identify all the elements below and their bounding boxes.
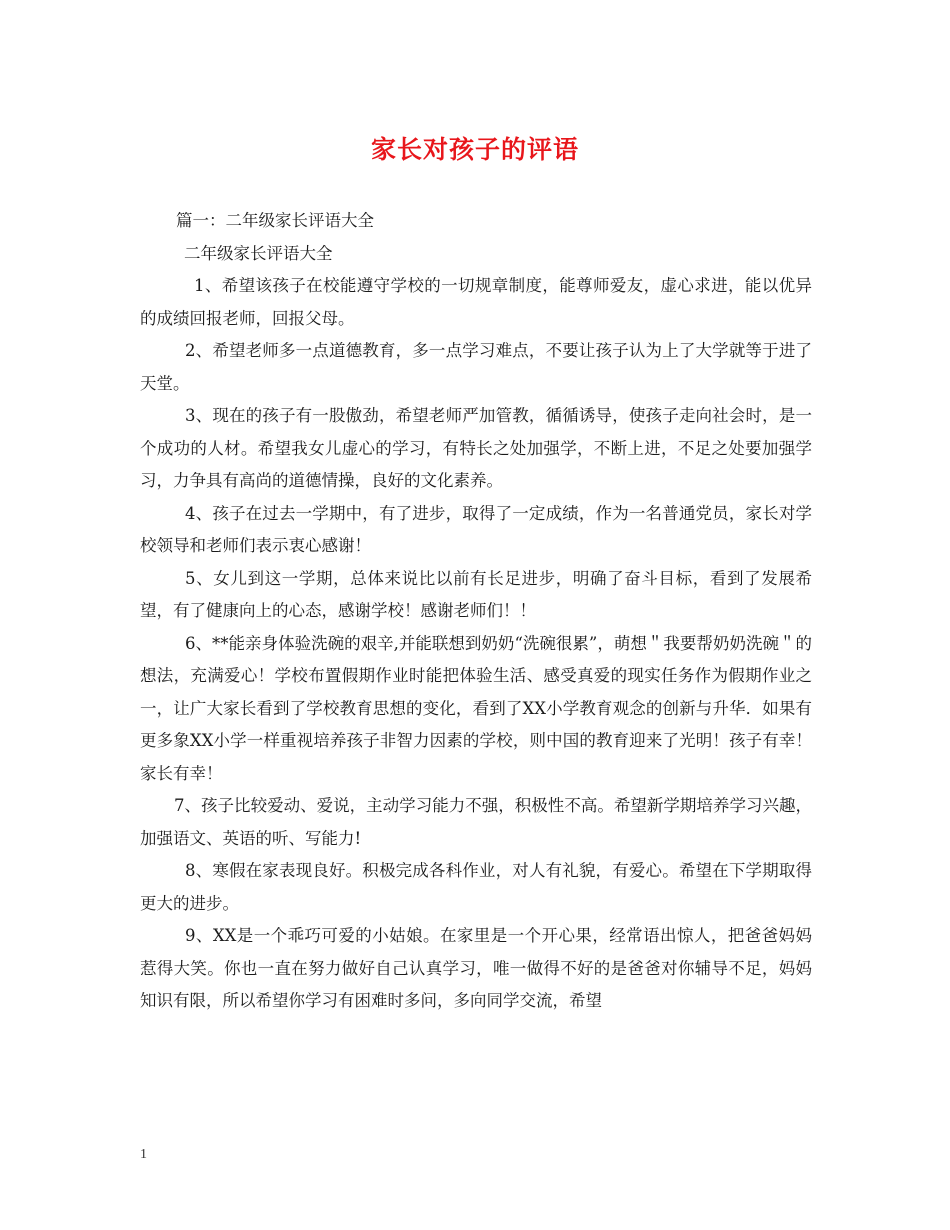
- paragraph-1: 1、希望该孩子在校能遵守学校的一切规章制度，能尊师爱友，虚心求进，能以优异的成绩回报老师，回报父母。: [140, 276, 812, 328]
- paragraph-3: 3、现在的孩子有一股傲劲，希望老师严加管教，循循诱导，使孩子走向社会时，是一个成功的人材。希望我女儿虚心的学习，有特长之处加强学，不断上进，不足之处要加强学习，力争具有高尚的道德情操，良好的文化素养。: [140, 406, 812, 490]
- paragraph-6: 6、**能亲身体验洗碗的艰辛,并能联想到奶奶“洗碗很累”，萌想＂我要帮奶奶洗碗＂的想法，充满爱心！学校布置假期作业时能把体验生活、感受真爱的现实任务作为假期作业之一，让广大家长看到了学校教育思想的变化，看到了XX小学教育观念的创新与升华．如果有更多象XX小学一样重视培养孩子非智力因素的学校，则中国的教育迎来了光明！孩子有幸！家长有幸！: [140, 633, 812, 783]
- sub-heading: 二年级家长评语大全: [184, 243, 333, 263]
- paragraph-5: 5、女儿到这一学期，总体来说比以前有长足进步，明确了奋斗目标，看到了发展希望，有了健康向上的心态，感谢学校！感谢老师们！！: [140, 568, 812, 620]
- paragraph-7: 7、孩子比较爱动、爱说，主动学习能力不强，积极性不高。希望新学期培养学习兴趣，加强语文、英语的听、写能力!: [140, 796, 812, 848]
- page-number: 1: [140, 1147, 147, 1162]
- section-heading: 篇一：二年级家长评语大全: [176, 211, 374, 230]
- paragraph-9: 9、XX是一个乖巧可爱的小姑娘。在家里是一个开心果，经常语出惊人，把爸爸妈妈惹得大笑。你也一直在努力做好自己认真学习，唯一做得不好的是爸爸对你辅导不足，妈妈知识有限，所以希望你学习有困难时多问，多向同学交流，希望: [140, 926, 812, 1010]
- document-body: [140, 205, 812, 1018]
- document-title: 家长对孩子的评语: [370, 135, 579, 164]
- paragraph-4: 4、孩子在过去一学期中，有了进步，取得了一定成绩，作为一名普通党员，家长对学校领导和老师们表示衷心感谢！: [140, 503, 812, 555]
- paragraph-2: 2、希望老师多一点道德教育，多一点学习难点，不要让孩子认为上了大学就等于进了天堂。: [140, 341, 812, 393]
- paragraph-8: 8、寒假在家表现良好。积极完成各科作业，对人有礼貌，有爱心。希望在下学期取得更大的进步。: [140, 861, 812, 913]
